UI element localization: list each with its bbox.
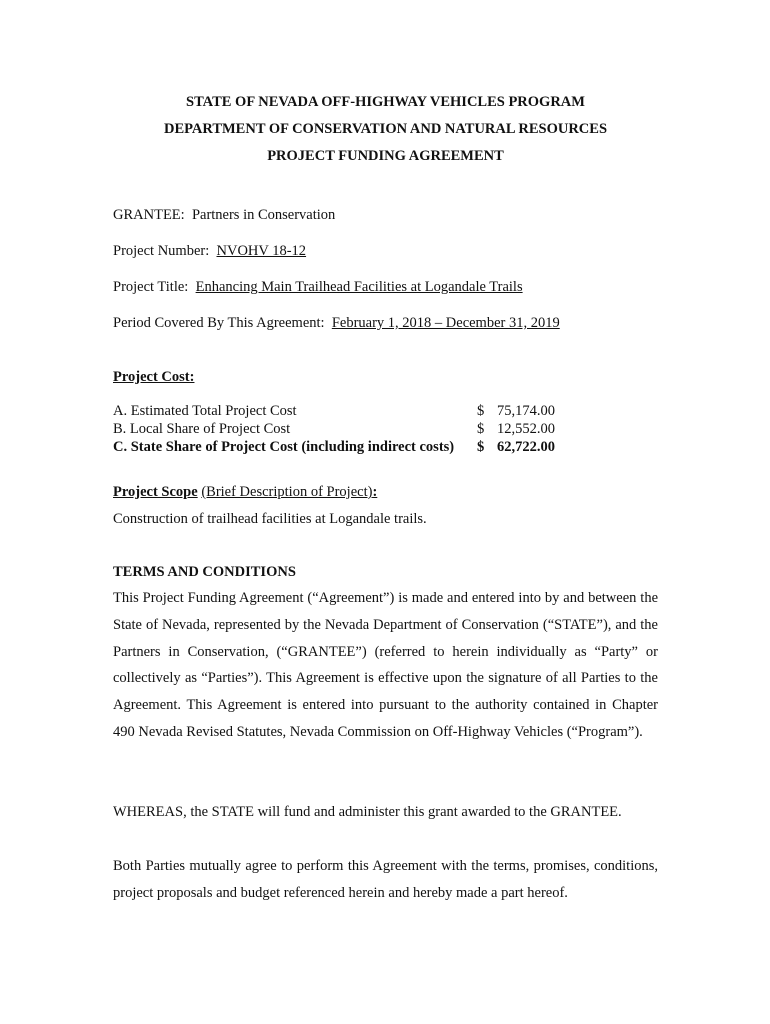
cost-row-currency: $ [477,403,485,419]
project-title-label: Project Title: [113,279,189,295]
project-cost-heading: Project Cost: [113,369,195,385]
project-scope-heading-note: (Brief Description of Project) [201,484,373,500]
cost-row-amount: 75,174.00 [497,403,555,419]
terms-paragraph-mutual-agreement: Both Parties mutually agree to perform this Agreement with the terms, promises, conditions, project proposals and budget referenced herein and hereby made a part hereof. [113,858,658,901]
period-value: February 1, 2018 – December 31, 2019 [331,315,560,331]
period-line [113,315,560,332]
grantee-line [113,207,335,224]
project-title-line [113,279,523,296]
header-program-title: STATE OF NEVADA OFF-HIGHWAY VEHICLES PROGRAM [186,94,585,110]
terms-paragraph-agreement: This Project Funding Agreement (“Agreement”) is made and entered into by and between the State of Nevada, represented by the Nevada Department of Conservation (“STATE”), and the Partners in Conservation, (“GRANTEE”) (referred to herein individually as “Party” or collectively as “Parties”). This Agreement is effective upon the signature of all Parties to the Agreement. This Agreement is entered into pursuant to the authority contained in Chapter 490 Nevada Revised Statutes, Nevada Commission on Off-Highway Vehicles (“Program”). [113,590,658,740]
header-department-title: DEPARTMENT OF CONSERVATION AND NATURAL RESOURCES [163,121,608,137]
project-scope-heading-colon: : [372,484,378,500]
project-number-line [113,243,306,260]
project-scope-heading [113,484,377,501]
agreement-document [113,0,658,1024]
project-scope-description: Construction of trailhead facilities at Logandale trails. [113,511,427,527]
terms-paragraph-whereas: WHEREAS, the STATE will fund and administer this grant awarded to the GRANTEE. [113,804,622,820]
cost-row-label: A. Estimated Total Project Cost [113,403,297,419]
project-number-label: Project Number: [113,243,210,259]
cost-row-state-share [113,439,658,457]
cost-row-amount: 62,722.00 [497,439,555,455]
cost-row-label: C. State Share of Project Cost (including indirect costs) [113,439,455,455]
project-scope-heading-label: Project Scope [113,484,198,500]
header-agreement-title: PROJECT FUNDING AGREEMENT [267,148,504,164]
cost-row-label: B. Local Share of Project Cost [113,421,291,437]
project-number-value: NVOHV 18-12 [216,243,307,259]
cost-row-amount: 12,552.00 [497,421,555,437]
period-label: Period Covered By This Agreement: [113,315,325,331]
cost-row-local-share [113,421,658,439]
grantee-value: Partners in Conservation [191,207,336,223]
terms-heading: TERMS AND CONDITIONS [113,564,296,580]
grantee-label: GRANTEE: [113,207,185,223]
cost-row-currency: $ [477,421,485,437]
project-title-value: Enhancing Main Trailhead Facilities at Logandale Trails [195,279,523,295]
cost-row-currency: $ [477,439,485,455]
cost-row-total [113,403,658,421]
